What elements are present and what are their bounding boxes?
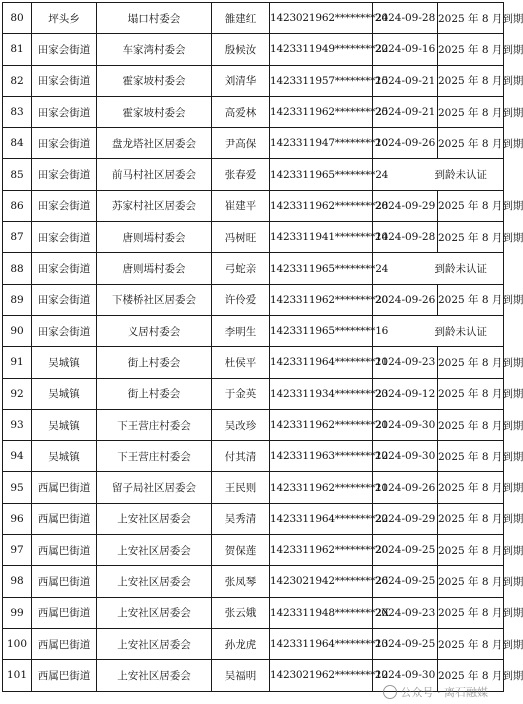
row-number-cell: 81: [3, 34, 32, 65]
status-cell: 到龄未认证: [373, 253, 504, 284]
township-cell: 田家会街道: [32, 159, 97, 190]
status-cell: 2025 年 8 月到期: [438, 128, 504, 159]
row-number-cell: 95: [3, 472, 32, 503]
township-cell: 吴城镇: [32, 441, 97, 472]
id-number-cell: 1423021942********26: [270, 566, 373, 597]
committee-cell: 上安社区居委会: [97, 535, 212, 566]
status-cell: 2025 年 8 月到期: [438, 284, 504, 315]
committee-cell: 上安社区居委会: [97, 597, 212, 628]
table-row: [3, 222, 504, 253]
township-cell: 田家会街道: [32, 315, 97, 346]
status-cell: 2025 年 8 月到期: [438, 566, 504, 597]
status-cell: 2025 年 8 月到期: [438, 65, 504, 96]
table-row: [3, 503, 504, 534]
id-number-cell: 1423311965********24: [270, 159, 373, 190]
table-row: [3, 34, 504, 65]
status-cell: 2025 年 8 月到期: [438, 472, 504, 503]
cert-date-cell: 2024-09-12: [373, 378, 438, 409]
committee-cell: 留子局社区居委会: [97, 472, 212, 503]
person-name-cell: 刘清华: [212, 65, 270, 96]
status-cell: 2025 年 8 月到期: [438, 378, 504, 409]
id-number-cell: 1423311962********20: [270, 284, 373, 315]
person-name-cell: 高爱林: [212, 96, 270, 127]
person-name-cell: 于金英: [212, 378, 270, 409]
id-number-cell: 1423311962********21: [270, 409, 373, 440]
id-number-cell: 1423311934********23: [270, 378, 373, 409]
table-row: [3, 284, 504, 315]
cert-date-cell: 2024-09-29: [373, 190, 438, 221]
row-number-cell: 99: [3, 597, 32, 628]
cert-date-cell: 2024-09-29: [373, 503, 438, 534]
person-name-cell: 尹高保: [212, 128, 270, 159]
township-cell: 西属巴街道: [32, 472, 97, 503]
township-cell: 吴城镇: [32, 347, 97, 378]
person-name-cell: 许伶爱: [212, 284, 270, 315]
person-name-cell: 孙龙虎: [212, 628, 270, 659]
table-row: [3, 3, 504, 34]
cert-date-cell: 2024-09-28: [373, 3, 438, 34]
committee-cell: 义居村委会: [97, 315, 212, 346]
id-number-cell: 1423311964********22: [270, 503, 373, 534]
committee-cell: 前马村社区居委会: [97, 159, 212, 190]
roster-table: [2, 2, 523, 692]
row-number-cell: 87: [3, 222, 32, 253]
cert-date-cell: 2024-09-25: [373, 535, 438, 566]
committee-cell: 霍家坡村委会: [97, 65, 212, 96]
row-number-cell: 83: [3, 96, 32, 127]
row-number-cell: 82: [3, 65, 32, 96]
township-cell: 田家会街道: [32, 253, 97, 284]
township-cell: 田家会街道: [32, 190, 97, 221]
person-name-cell: 吴福明: [212, 660, 270, 691]
person-name-cell: 张云娥: [212, 597, 270, 628]
township-cell: 西属巴街道: [32, 503, 97, 534]
status-cell: 2025 年 8 月到期: [438, 190, 504, 221]
township-cell: 西属巴街道: [32, 628, 97, 659]
status-cell: 2025 年 8 月到期: [438, 3, 504, 34]
committee-cell: 下王营庄村委会: [97, 409, 212, 440]
status-cell: 2025 年 8 月到期: [438, 660, 504, 691]
person-name-cell: 崔建平: [212, 190, 270, 221]
cert-date-cell: 2024-09-25: [373, 566, 438, 597]
id-number-cell: 1423311957********15: [270, 65, 373, 96]
cert-date-cell: 2024-09-21: [373, 65, 438, 96]
township-cell: 田家会街道: [32, 96, 97, 127]
row-number-cell: 91: [3, 347, 32, 378]
row-number-cell: 84: [3, 128, 32, 159]
committee-cell: 下王营庄村委会: [97, 441, 212, 472]
committee-cell: 上安社区居委会: [97, 566, 212, 597]
cert-date-cell: 2024-09-26: [373, 284, 438, 315]
table-row: [3, 347, 504, 378]
committee-cell: 下楼桥社区居委会: [97, 284, 212, 315]
table-row: [3, 96, 504, 127]
person-name-cell: 吴改珍: [212, 409, 270, 440]
row-number-cell: 89: [3, 284, 32, 315]
township-cell: 田家会街道: [32, 284, 97, 315]
person-name-cell: 吴秀清: [212, 503, 270, 534]
table-row: [3, 253, 504, 284]
status-cell: 2025 年 8 月到期: [438, 503, 504, 534]
status-cell: 2025 年 8 月到期: [438, 222, 504, 253]
table-row: [3, 597, 504, 628]
cert-date-cell: 2024-09-30: [373, 441, 438, 472]
committee-cell: 街上村委会: [97, 347, 212, 378]
person-name-cell: 张凤琴: [212, 566, 270, 597]
status-cell: 2025 年 8 月到期: [438, 96, 504, 127]
person-name-cell: 杜侯平: [212, 347, 270, 378]
id-number-cell: 1423311964********11: [270, 347, 373, 378]
row-number-cell: 90: [3, 315, 32, 346]
row-number-cell: 98: [3, 566, 32, 597]
committee-cell: 上安社区居委会: [97, 628, 212, 659]
status-cell: 2025 年 8 月到期: [438, 597, 504, 628]
row-number-cell: 80: [3, 3, 32, 34]
id-number-cell: 1423311962********25: [270, 96, 373, 127]
status-cell: 2025 年 8 月到期: [438, 441, 504, 472]
township-cell: 田家会街道: [32, 65, 97, 96]
table-row: [3, 566, 504, 597]
table-row: [3, 628, 504, 659]
committee-cell: 盘龙塔社区居委会: [97, 128, 212, 159]
cert-date-cell: 2024-09-25: [373, 628, 438, 659]
row-number-cell: 85: [3, 159, 32, 190]
table-row: [3, 472, 504, 503]
table-row: [3, 441, 504, 472]
table-row: [3, 159, 504, 190]
row-number-cell: 86: [3, 190, 32, 221]
id-number-cell: 1423311948********2X: [270, 597, 373, 628]
committee-cell: 霍家坡村委会: [97, 96, 212, 127]
committee-cell: 塌口村委会: [97, 3, 212, 34]
cert-date-cell: 2024-09-26: [373, 128, 438, 159]
table-row: [3, 409, 504, 440]
committee-cell: 唐则墕村委会: [97, 253, 212, 284]
status-cell: 2025 年 8 月到期: [438, 347, 504, 378]
person-name-cell: 王民则: [212, 472, 270, 503]
township-cell: 吴城镇: [32, 409, 97, 440]
status-cell: 2025 年 8 月到期: [438, 628, 504, 659]
township-cell: 西属巴街道: [32, 535, 97, 566]
township-cell: 吴城镇: [32, 378, 97, 409]
table-row: [3, 378, 504, 409]
status-cell: 2025 年 8 月到期: [438, 535, 504, 566]
table-row: [3, 65, 504, 96]
person-name-cell: 张春爱: [212, 159, 270, 190]
id-number-cell: 1423311949********22: [270, 34, 373, 65]
township-cell: 西属巴街道: [32, 566, 97, 597]
township-cell: 西属巴街道: [32, 660, 97, 691]
table-row: [3, 128, 504, 159]
township-cell: 坪头乡: [32, 3, 97, 34]
township-cell: 田家会街道: [32, 34, 97, 65]
table-row: [3, 190, 504, 221]
id-number-cell: 1423311965********16: [270, 315, 373, 346]
id-number-cell: 1423311964********13: [270, 628, 373, 659]
row-number-cell: 101: [3, 660, 32, 691]
id-number-cell: 1423311963********12: [270, 441, 373, 472]
status-cell: 2025 年 8 月到期: [438, 409, 504, 440]
table-row: [3, 535, 504, 566]
wechat-logo-icon: [383, 685, 397, 699]
committee-cell: 上安社区居委会: [97, 503, 212, 534]
watermark: [383, 684, 489, 700]
roster-body: [3, 3, 523, 692]
committee-cell: 唐则墕村委会: [97, 222, 212, 253]
township-cell: 田家会街道: [32, 222, 97, 253]
person-name-cell: 雒建红: [212, 3, 270, 34]
id-number-cell: 1423311962********20: [270, 535, 373, 566]
committee-cell: 车家湾村委会: [97, 34, 212, 65]
township-cell: 田家会街道: [32, 128, 97, 159]
table-row: [3, 315, 504, 346]
person-name-cell: 殷候汝: [212, 34, 270, 65]
id-number-cell: 1423311947********10: [270, 128, 373, 159]
row-number-cell: 100: [3, 628, 32, 659]
row-number-cell: 88: [3, 253, 32, 284]
person-name-cell: 付其清: [212, 441, 270, 472]
row-number-cell: 93: [3, 409, 32, 440]
township-cell: 西属巴街道: [32, 597, 97, 628]
id-number-cell: 1423021962********24: [270, 3, 373, 34]
row-number-cell: 96: [3, 503, 32, 534]
row-number-cell: 94: [3, 441, 32, 472]
cert-date-cell: 2024-09-26: [373, 472, 438, 503]
person-name-cell: 冯树旺: [212, 222, 270, 253]
watermark-text: 公众号 · 离石融媒: [400, 686, 488, 699]
row-number-cell: 92: [3, 378, 32, 409]
cert-date-cell: 2024-09-16: [373, 34, 438, 65]
committee-cell: 苏家村社区居委会: [97, 190, 212, 221]
person-name-cell: 李明生: [212, 315, 270, 346]
id-number-cell: 1423311941********14: [270, 222, 373, 253]
cert-date-cell: 2024-09-30: [373, 660, 438, 691]
status-cell: 到龄未认证: [373, 315, 504, 346]
status-cell: 到龄未认证: [373, 159, 504, 190]
cert-date-cell: 2024-09-23: [373, 347, 438, 378]
id-number-cell: 1423311962********28: [270, 190, 373, 221]
row-number-cell: 97: [3, 535, 32, 566]
person-name-cell: 贺保莲: [212, 535, 270, 566]
id-number-cell: 1423311962********11: [270, 472, 373, 503]
cert-date-cell: 2024-09-30: [373, 409, 438, 440]
person-name-cell: 弓蛇亲: [212, 253, 270, 284]
committee-cell: 街上村委会: [97, 378, 212, 409]
cert-date-cell: 2024-09-21: [373, 96, 438, 127]
id-number-cell: 1423311965********24: [270, 253, 373, 284]
id-number-cell: 1423021962********12: [270, 660, 373, 691]
cert-date-cell: 2024-09-23: [373, 597, 438, 628]
committee-cell: 上安社区居委会: [97, 660, 212, 691]
cert-date-cell: 2024-09-28: [373, 222, 438, 253]
status-cell: 2025 年 8 月到期: [438, 34, 504, 65]
